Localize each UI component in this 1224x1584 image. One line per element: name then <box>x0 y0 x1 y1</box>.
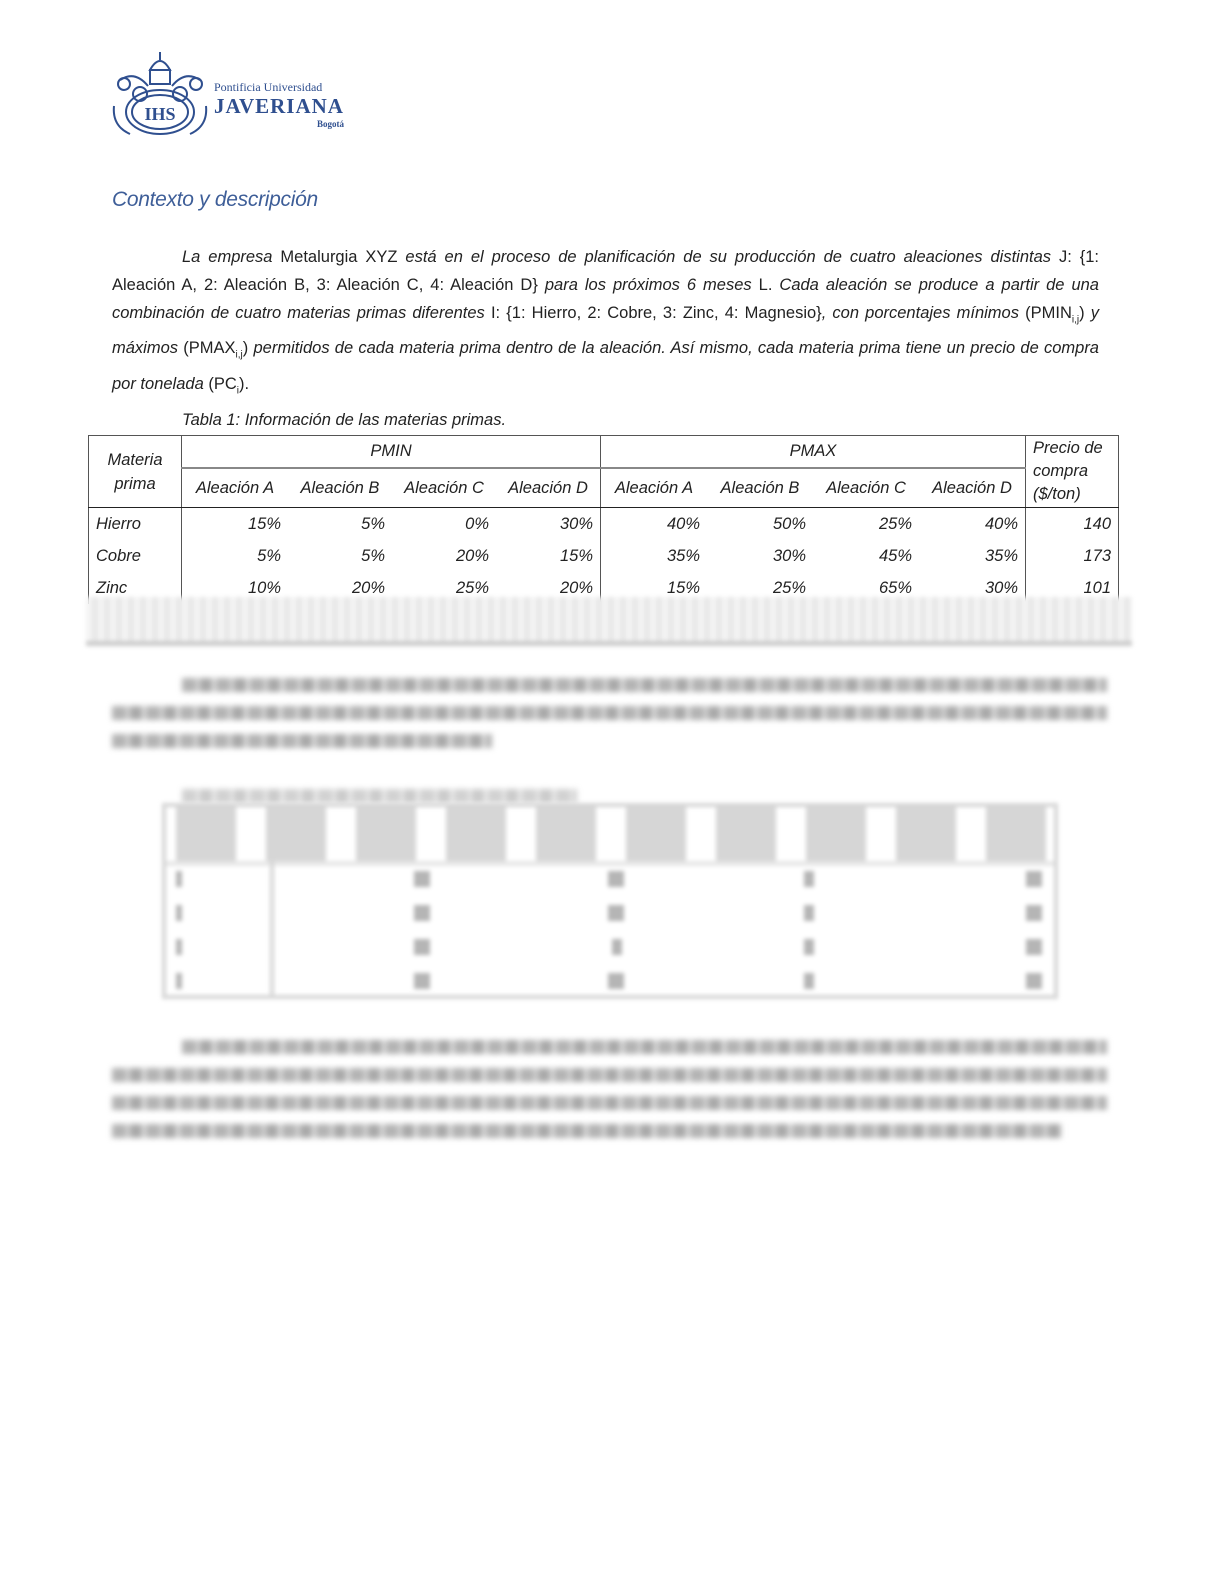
crest-emblem-icon <box>110 50 210 142</box>
cell: 20% <box>496 572 601 604</box>
col-header-pmax-c: Aleación C <box>813 468 919 508</box>
cell: 25% <box>772 578 806 597</box>
cell: 15% <box>666 578 700 597</box>
cell: 15% <box>496 540 601 572</box>
text-run: L. <box>751 276 780 294</box>
col-header-materia: Materia prima <box>89 436 182 508</box>
text-run: , con porcentajes mínimos <box>821 304 1019 322</box>
text-run: permitidos de cada materia prima dentro de la aleación. Así mismo, cada materia prima tiene un precio de compra por tonelada <box>112 339 1099 393</box>
text-run: (PMAX <box>178 339 236 358</box>
logo-line-1: Pontificia Universidad <box>214 80 323 94</box>
row-name: Zinc <box>89 572 182 604</box>
text-run: Metalurgia XYZ <box>272 248 406 266</box>
cell: 50% <box>772 514 806 533</box>
cell: 5% <box>257 546 281 565</box>
cell: 35% <box>666 546 700 565</box>
redacted-table-2 <box>162 803 1058 999</box>
cell: 65% <box>878 578 912 597</box>
cell: 140 <box>1026 508 1119 541</box>
group-header-pmin: PMIN <box>182 436 601 469</box>
col-header-pmax-b: Aleación B <box>707 468 813 508</box>
col-header-pmax-a: Aleación A <box>601 468 708 508</box>
subscript: i,j <box>235 349 243 361</box>
text-run: (PC <box>203 374 237 393</box>
cell: 20% <box>351 578 385 597</box>
text-run: La empresa <box>182 248 273 266</box>
cell: 25% <box>878 514 912 533</box>
context-paragraph <box>112 243 1099 405</box>
row-name: Cobre <box>89 540 182 572</box>
cell: 5% <box>361 546 385 565</box>
cell: 20% <box>455 546 489 565</box>
text-run: J: {1: Aleación A, 2: Aleación B, 3: Aleación C, 4: Aleación D} <box>112 248 1099 294</box>
col-header-pmax-d: Aleación D <box>919 468 1026 508</box>
col-header-pmin-d: Aleación D <box>496 468 601 508</box>
redacted-paragraph-3 <box>112 1040 1107 1152</box>
cell: 45% <box>878 546 912 565</box>
table-row <box>89 508 1119 541</box>
cell: 30% <box>772 546 806 565</box>
cell: 15% <box>247 514 281 533</box>
text-run: (PMIN <box>1018 304 1072 322</box>
cell: 30% <box>496 508 601 541</box>
cell: 40% <box>666 514 700 533</box>
raw-materials-table <box>88 435 1119 604</box>
svg-text:IHS: IHS <box>144 104 176 124</box>
text-run: Cada aleación se produce a partir de una combinación de cuatro materias primas diferentes <box>112 276 1099 322</box>
cell: 25% <box>455 578 489 597</box>
redacted-paragraph-2 <box>112 678 1107 762</box>
col-header-pmin-a: Aleación A <box>182 468 289 508</box>
cell: 30% <box>919 572 1026 604</box>
cell: 5% <box>361 514 385 533</box>
cell: 40% <box>919 508 1026 541</box>
text-run: está en el proceso de planificación de su producción de cuatro aleaciones distintas <box>405 248 1052 266</box>
text-run: ). <box>238 374 250 393</box>
col-header-precio: Precio de compra ($/ton) <box>1026 436 1119 508</box>
col-header-pmin-b: Aleación B <box>288 468 392 508</box>
group-header-pmax: PMAX <box>601 436 1026 469</box>
text-run: para los próximos 6 meses <box>544 276 752 294</box>
subscript: i,j <box>1071 314 1080 326</box>
text-run: I: {1: Hierro, 2: Cobre, 3: Zinc, 4: Magnesio} <box>484 304 822 322</box>
cell: 35% <box>919 540 1026 572</box>
cell: 0% <box>465 514 489 533</box>
redacted-table-row <box>86 597 1132 646</box>
text-run: y máximos <box>112 304 1099 358</box>
logo-line-2: JAVERIANA <box>214 94 344 118</box>
table-row <box>89 540 1119 572</box>
subscript: i <box>236 384 239 396</box>
section-title: Contexto y descripción <box>112 188 318 211</box>
table1-caption: Tabla 1: Información de las materias primas. <box>182 411 507 429</box>
logo-line-3: Bogotá <box>316 119 344 129</box>
col-header-pmin-c: Aleación C <box>392 468 496 508</box>
text-run: ) <box>242 339 254 358</box>
cell: 10% <box>247 578 281 597</box>
text-run: ) <box>1079 304 1091 322</box>
row-name: Hierro <box>89 508 182 541</box>
university-logo <box>110 50 350 142</box>
cell: 101 <box>1026 572 1119 604</box>
cell: 173 <box>1026 540 1119 572</box>
university-name <box>214 80 344 129</box>
